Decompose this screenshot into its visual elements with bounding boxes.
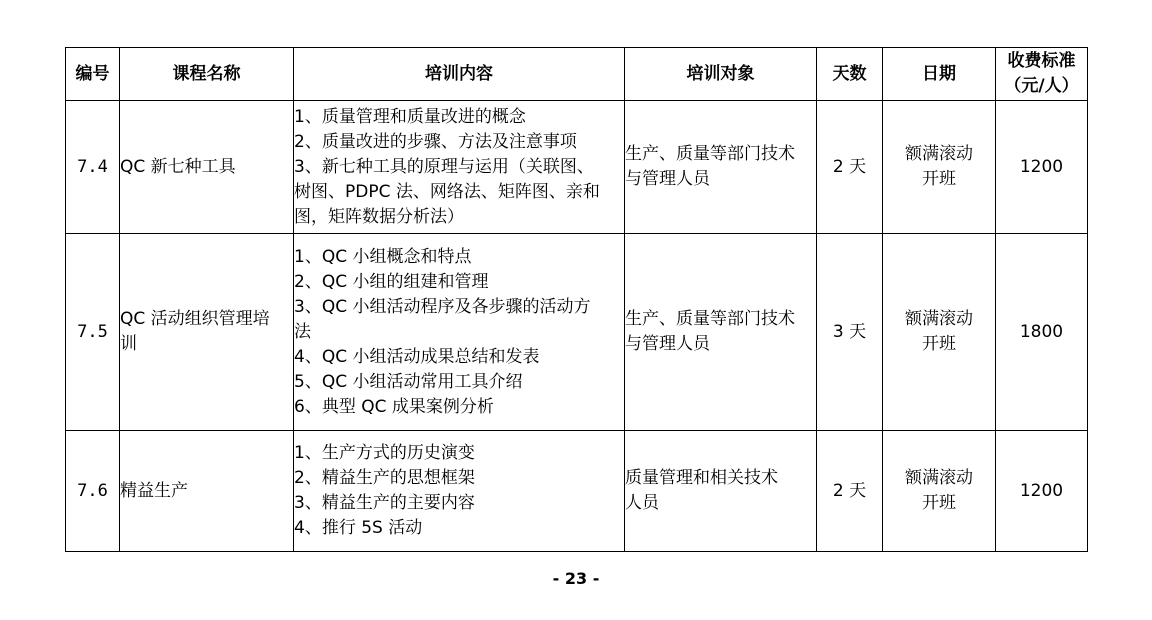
content-line: 6、典型 QC 成果案例分析 [294,396,494,417]
date-line: 开班 [922,493,956,513]
course-audience [625,101,817,234]
course-days: 2 天 [817,431,883,552]
audience-line: 质量管理和相关技术 [625,468,778,488]
content-line: 2、质量改进的步骤、方法及注意事项 [294,131,577,152]
content-line: 2、精益生产的思想框架 [294,468,475,488]
course-name: QC 新七种工具 [120,101,294,234]
course-audience [625,431,817,552]
header-number: 编号 [66,48,120,101]
content-line: 4、推行 5S 活动 [294,518,423,538]
content-line: 5、QC 小组活动常用工具介绍 [294,371,523,392]
date-line: 额满滚动 [905,144,973,164]
date-line: 开班 [922,169,956,189]
course-content [294,234,625,431]
table-row [66,431,1088,552]
course-name: 精益生产 [120,431,294,552]
course-date [883,431,996,552]
course-days: 2 天 [817,101,883,234]
content-line: 3、新七种工具的原理与运用（关联图、 [294,156,594,177]
content-line: 法 [294,321,311,342]
content-line: 1、质量管理和质量改进的概念 [294,106,526,127]
header-row [66,48,1088,101]
table-row [66,234,1088,431]
course-content [294,431,625,552]
content-line: 2、QC 小组的组建和管理 [294,271,489,292]
content-line: 4、QC 小组活动成果总结和发表 [294,346,540,367]
header-content: 培训内容 [294,48,625,101]
course-number: 7.4 [66,101,120,234]
course-name [120,234,294,431]
course-date [883,101,996,234]
course-fee: 1200 [996,101,1088,234]
content-line: 图，矩阵数据分析法） [294,206,464,227]
course-content [294,101,625,234]
course-number: 7.6 [66,431,120,552]
content-line: 1、QC 小组概念和特点 [294,246,472,267]
content-line: 1、生产方式的历史演变 [294,443,475,463]
course-number: 7.5 [66,234,120,431]
header-fee-line1: 收费标准 [1007,51,1076,71]
header-audience: 培训对象 [625,48,817,101]
page-number: - 23 - [552,569,600,588]
content-line: 3、精益生产的主要内容 [294,493,475,513]
audience-line: 生产、质量等部门技术 [625,144,795,164]
course-table [65,47,1088,552]
date-line: 额满滚动 [905,468,973,488]
header-fee-line2: （元/人） [1004,76,1079,96]
course-date [883,234,996,431]
course-fee: 1200 [996,431,1088,552]
header-date: 日期 [883,48,996,101]
content-line: 3、QC 小组活动程序及各步骤的活动方 [294,296,591,317]
course-fee: 1800 [996,234,1088,431]
audience-line: 生产、质量等部门技术 [625,309,795,329]
course-name-line: QC 活动组织管理培 [120,309,270,329]
date-line: 额满滚动 [905,309,973,329]
table-row [66,101,1088,234]
audience-line: 与管理人员 [625,334,710,354]
course-name-line: 训 [120,334,137,354]
header-course-name: 课程名称 [120,48,294,101]
header-fee [996,48,1088,101]
header-days: 天数 [817,48,883,101]
content-line: 树图、PDPC 法、网络法、矩阵图、亲和 [294,181,600,202]
audience-line: 人员 [625,493,659,513]
audience-line: 与管理人员 [625,169,710,189]
course-days: 3 天 [817,234,883,431]
course-audience [625,234,817,431]
date-line: 开班 [922,334,956,354]
